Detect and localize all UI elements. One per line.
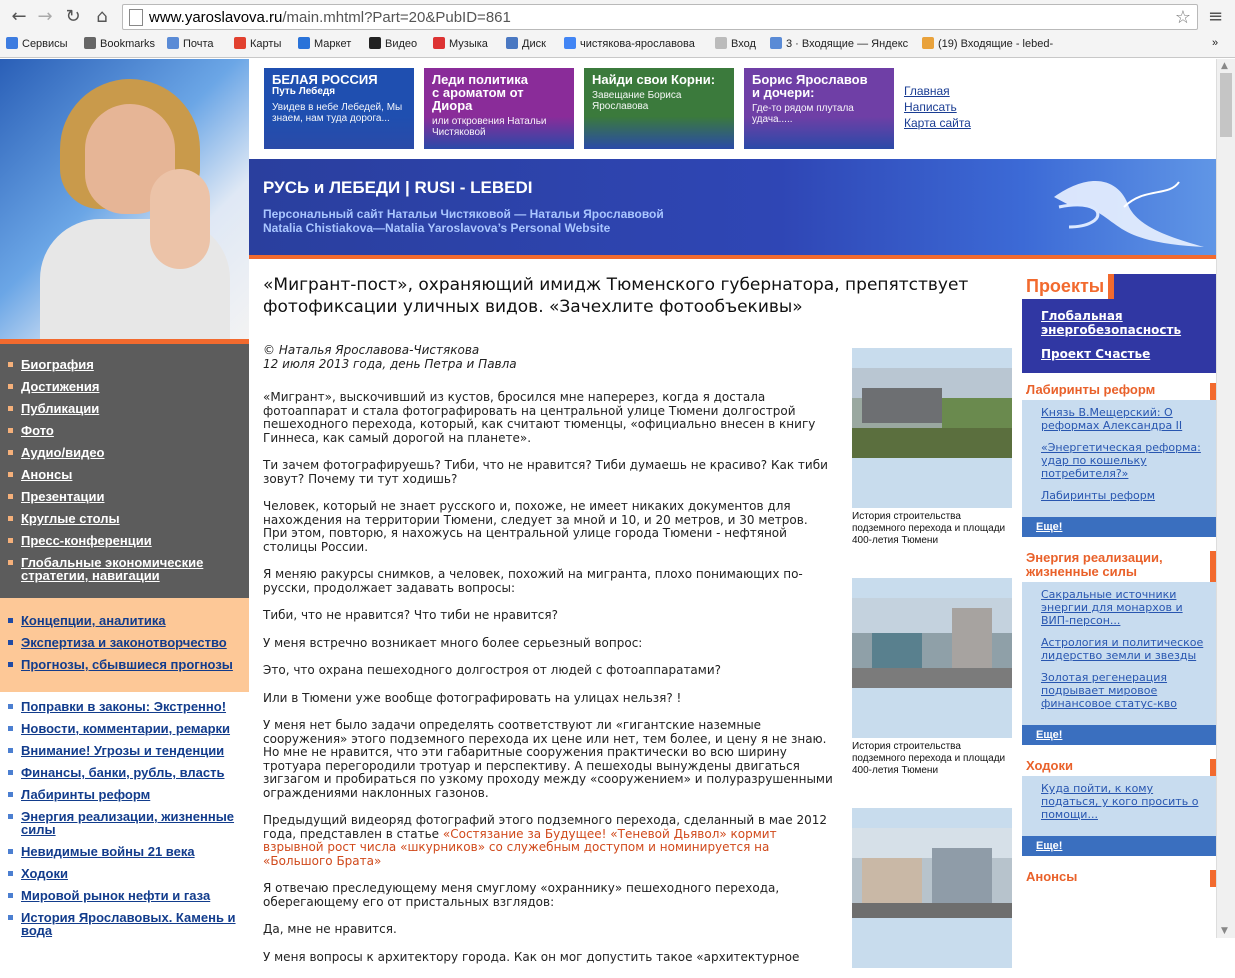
- paragraph: Это, что охрана пешеходного долгостроя от людей с фотоаппаратами?: [263, 663, 722, 677]
- sidebar-item[interactable]: Публикации: [0, 402, 249, 415]
- site-title: РУСЬ и ЛЕБЕДИ | RUSI - LEBEDI: [263, 178, 533, 197]
- sidebar-item[interactable]: Экспертиза и законотворчество: [0, 636, 249, 649]
- article-link[interactable]: «Состязание за Будущее! «Теневой Дьявол» кормит взрывной рост числа «шкурников» со служебным доступом и номинируется на «Большого Брата»: [263, 826, 777, 868]
- swan-icon: [1049, 167, 1209, 257]
- paragraph: Или в Тюмени уже вообще фотографировать на улицах нельзя? !: [263, 690, 682, 705]
- link-list: [1022, 400, 1216, 517]
- address-bar[interactable]: [122, 4, 1198, 30]
- right-box: [1022, 776, 1216, 856]
- box-link[interactable]: Лабиринты реформ: [1041, 489, 1156, 502]
- sidebar-item[interactable]: Глобальные экономические стратегии, навигации: [0, 556, 249, 582]
- link-write[interactable]: Написать: [904, 100, 957, 114]
- sidebar-item[interactable]: Анонсы: [0, 468, 249, 481]
- bookmark-item[interactable]: Маркет: [298, 37, 351, 50]
- sidebar-item[interactable]: Концепции, аналитика: [0, 614, 249, 627]
- home-icon[interactable]: ⌂: [96, 6, 108, 27]
- bookmark-item[interactable]: Сервисы: [6, 37, 68, 50]
- bookmark-item[interactable]: Музыка: [433, 37, 488, 50]
- box-link[interactable]: Князь В.Мещерский: О реформах Александра II: [1041, 406, 1183, 432]
- url-text[interactable]: www.yaroslavova.ru/main.mhtml?Part=20&PubID=861: [149, 9, 511, 26]
- box-link[interactable]: Куда пойти, к кому податься, у кого просить о помощи...: [1041, 782, 1199, 821]
- sidebar-item[interactable]: Ходоки: [0, 867, 249, 880]
- bookmarks-more[interactable]: »: [1212, 37, 1219, 49]
- link-list: [1022, 776, 1216, 836]
- sidebar-item[interactable]: Биография: [0, 358, 249, 371]
- right-column: [1022, 274, 1216, 887]
- sidebar-item[interactable]: Фото: [0, 424, 249, 437]
- project-link[interactable]: Проект Счастье: [1041, 347, 1151, 361]
- sidebar-nav-topics: [0, 692, 249, 938]
- projects-box: [1022, 274, 1216, 373]
- box-title: Лабиринты реформ: [1022, 383, 1216, 400]
- sidebar-item[interactable]: Достижения: [0, 380, 249, 393]
- bookmark-item[interactable]: (19) Входящие - lebed-: [922, 37, 1053, 50]
- sidebar-item[interactable]: Прогнозы, сбывшиеся прогнозы: [0, 658, 249, 671]
- paragraph: У меня вопросы к архитектору города. Как он мог допустить такое «архитектурное: [263, 949, 800, 964]
- article-figure: [852, 578, 1012, 777]
- sidebar-item[interactable]: Новости, комментарии, ремарки: [0, 722, 249, 735]
- sidebar-item[interactable]: Энергия реализации, жизненные силы: [0, 810, 249, 836]
- more-link[interactable]: Еще!: [1022, 725, 1216, 745]
- bookmark-item[interactable]: чистякова-ярославова: [564, 37, 695, 50]
- bookmarks-bar: [0, 33, 1235, 55]
- box-link[interactable]: Астрология и политическое лидерство земли и звезды: [1041, 636, 1204, 662]
- header-tile-roots[interactable]: Найди свои Корни: Завещание Бориса Ярославова: [584, 68, 734, 149]
- projects-title: Проекты: [1022, 274, 1114, 299]
- box-link[interactable]: Сакральные источники энергии для монархов и ВИП-персон...: [1041, 588, 1183, 627]
- sidebar-item[interactable]: Финансы, банки, рубль, власть: [0, 766, 249, 779]
- header-tile-yaroslavov[interactable]: Борис Ярославов и дочери: Где-то рядом плутала удача.....: [744, 68, 894, 149]
- more-link[interactable]: Еще!: [1022, 517, 1216, 537]
- article-figure: [852, 348, 1012, 547]
- bookmark-star-icon[interactable]: ☆: [1174, 7, 1191, 28]
- figure-photo[interactable]: [852, 808, 1012, 968]
- sidebar-item[interactable]: Внимание! Угрозы и тенденции: [0, 744, 249, 757]
- box-link[interactable]: «Энергетическая реформа: удар по кошельку потребителя?»: [1041, 441, 1201, 480]
- paragraph: У меня встречно возникает много более серьезный вопрос:: [263, 635, 643, 650]
- box-title: Анонсы: [1022, 870, 1216, 887]
- figure-caption: История строительства подземного перехода и площади 400-летия Тюмени: [852, 511, 1006, 546]
- scroll-thumb[interactable]: [1220, 73, 1232, 137]
- figure-caption: История строительства подземного перехода и площади 400-летия Тюмени: [852, 741, 1006, 776]
- reload-icon[interactable]: ↻: [65, 6, 81, 27]
- more-link[interactable]: Еще!: [1022, 836, 1216, 856]
- site-subtitle: Персональный сайт Натальи Чистяковой — Натальи Ярославовой Natalia Chistiakova—Natalia Yaroslavova’s Personal Website: [263, 207, 664, 235]
- sidebar-item[interactable]: Поправки в законы: Экстренно!: [0, 700, 249, 713]
- bookmark-item[interactable]: 3 · Входящие — Яндекс: [770, 37, 908, 50]
- bookmark-item[interactable]: Видео: [369, 37, 417, 50]
- divider: [249, 255, 1216, 259]
- bookmark-item[interactable]: Диск: [506, 37, 546, 50]
- scroll-down-icon[interactable]: ▼: [1221, 926, 1228, 936]
- web-page: [0, 59, 1216, 964]
- right-box: [1022, 582, 1216, 745]
- box-title: Ходоки: [1022, 759, 1216, 776]
- paragraph: Я отвечаю преследующему меня смуглому «охраннику» пешеходного перехода, оберегающему его от пристальных взглядов:: [263, 881, 780, 909]
- article-byline: © Наталья Ярославова-Чистякова 12 июля 2013 года, день Петра и Павла: [263, 343, 517, 371]
- box-link[interactable]: Золотая регенерация подрывает мировое финансовое статус-кво: [1041, 671, 1177, 710]
- sidebar-nav-analytics: [0, 598, 249, 692]
- scroll-up-icon[interactable]: ▲: [1221, 61, 1228, 71]
- sidebar-nav-primary: [0, 344, 249, 598]
- sidebar-item[interactable]: Презентации: [0, 490, 249, 503]
- link-sitemap[interactable]: Карта сайта: [904, 116, 971, 130]
- sidebar-item[interactable]: История Ярославовых. Камень и вода: [0, 911, 249, 937]
- paragraph: Предыдущий видеоряд фотографий этого подземного перехода, сделанный в мае 2012 года, представлен в статье «Состязание за Будущее! «Теневой Дьявол» кормит взрывной рост числа «шкурников» со служебным доступом и номинируется на «Большого Брата»: [263, 813, 828, 868]
- sidebar-item[interactable]: Пресс-конференции: [0, 534, 249, 547]
- header-tile-lady-politics[interactable]: Леди политика с ароматом от Диора или откровения Натальи Чистяковой: [424, 68, 574, 149]
- bookmark-item[interactable]: Bookmarks: [84, 37, 155, 50]
- sidebar-item[interactable]: Аудио/видео: [0, 446, 249, 459]
- sidebar-item[interactable]: Мировой рынок нефти и газа: [0, 889, 249, 902]
- paragraph: «Мигрант», выскочивший из кустов, бросился мне наперерез, когда я достала фотоаппарат и стала фотографировать на центральной улице Тюмени долгострой пешеходного перехода, который, как считают тюменцы, «официально внесен в книгу Гиннеса, как самый дорогой на планете».: [263, 390, 816, 445]
- forward-icon[interactable]: →: [37, 6, 53, 27]
- scrollbar[interactable]: [1216, 59, 1235, 938]
- paragraph: Я меняю ракурсы снимков, а человек, похожий на мигранта, плохо понимающих по-русски, продолжает задавать вопросы:: [263, 567, 803, 595]
- figure-photo[interactable]: [852, 348, 1012, 508]
- project-link[interactable]: Глобальная энергобезопасность: [1041, 309, 1182, 337]
- figure-photo[interactable]: [852, 578, 1012, 738]
- link-home[interactable]: Главная: [904, 84, 950, 98]
- box-title: Энергия реализации, жизненные силы: [1022, 551, 1216, 582]
- top-links: [904, 83, 971, 131]
- sidebar-item[interactable]: Лабиринты реформ: [0, 788, 249, 801]
- article-figure: [852, 808, 1012, 971]
- page-icon: [129, 9, 143, 26]
- sidebar-item[interactable]: Невидимые войны 21 века: [0, 845, 249, 858]
- paragraph: Да, мне не нравится.: [263, 922, 397, 936]
- paragraph: Человек, который не знает русского и, похоже, не имеет никаких документов для нахождения на территории Тюмени, следует за мной и 10, и 20 метров, и 30 метров. При этом, повторю, я нахожусь на центральной улице города Тюмени - нефтяной столицы России.: [263, 499, 808, 554]
- sidebar-item[interactable]: Круглые столы: [0, 512, 249, 525]
- site-banner: [249, 159, 1216, 259]
- bookmark-item[interactable]: Карты: [234, 37, 281, 50]
- right-box: [1022, 400, 1216, 537]
- back-icon[interactable]: ←: [11, 6, 27, 27]
- bookmark-item[interactable]: Вход: [715, 37, 756, 50]
- paragraph: У меня нет было задачи определять соответствуют ли «гигантские наземные сооружения» этого подземного перехода их цене или нет, тем более, и цену я не знаю. Но мне не нравится, что эти габаритные сооружения практически во всю ширину тротуара перегородили тротуар и перспективу. А пешеходы вынуждены двигаться зигзагом и пробираться по узкому проходу между «сооружением» и полуразрушенными ограждениями наклонных газонов.: [263, 718, 833, 800]
- link-list: [1022, 582, 1216, 725]
- author-portrait: [0, 59, 249, 339]
- menu-icon[interactable]: ≡: [1208, 6, 1224, 27]
- paragraph: Тиби, что не нравится? Что тиби не нравится?: [263, 608, 558, 622]
- header-tile-white-russia[interactable]: БЕЛАЯ РОССИЯ Путь Лебедя Увидев в небе Лебедей, Мы знаем, нам туда дорога...: [264, 68, 414, 149]
- right-boxes: [1022, 383, 1216, 887]
- paragraph: Ти зачем фотографируешь? Тиби, что не нравится? Тиби думаешь не красиво? Как тиби зовут? Почему ти тут ходишь?: [263, 458, 828, 486]
- article-title: «Мигрант-пост», охраняющий имидж Тюменского губернатора, препятствует фотофиксации уличных видов. «Зачехлите фотообъекивы»: [263, 275, 969, 317]
- bookmark-item[interactable]: Почта: [167, 37, 214, 50]
- browser-chrome: [0, 0, 1235, 58]
